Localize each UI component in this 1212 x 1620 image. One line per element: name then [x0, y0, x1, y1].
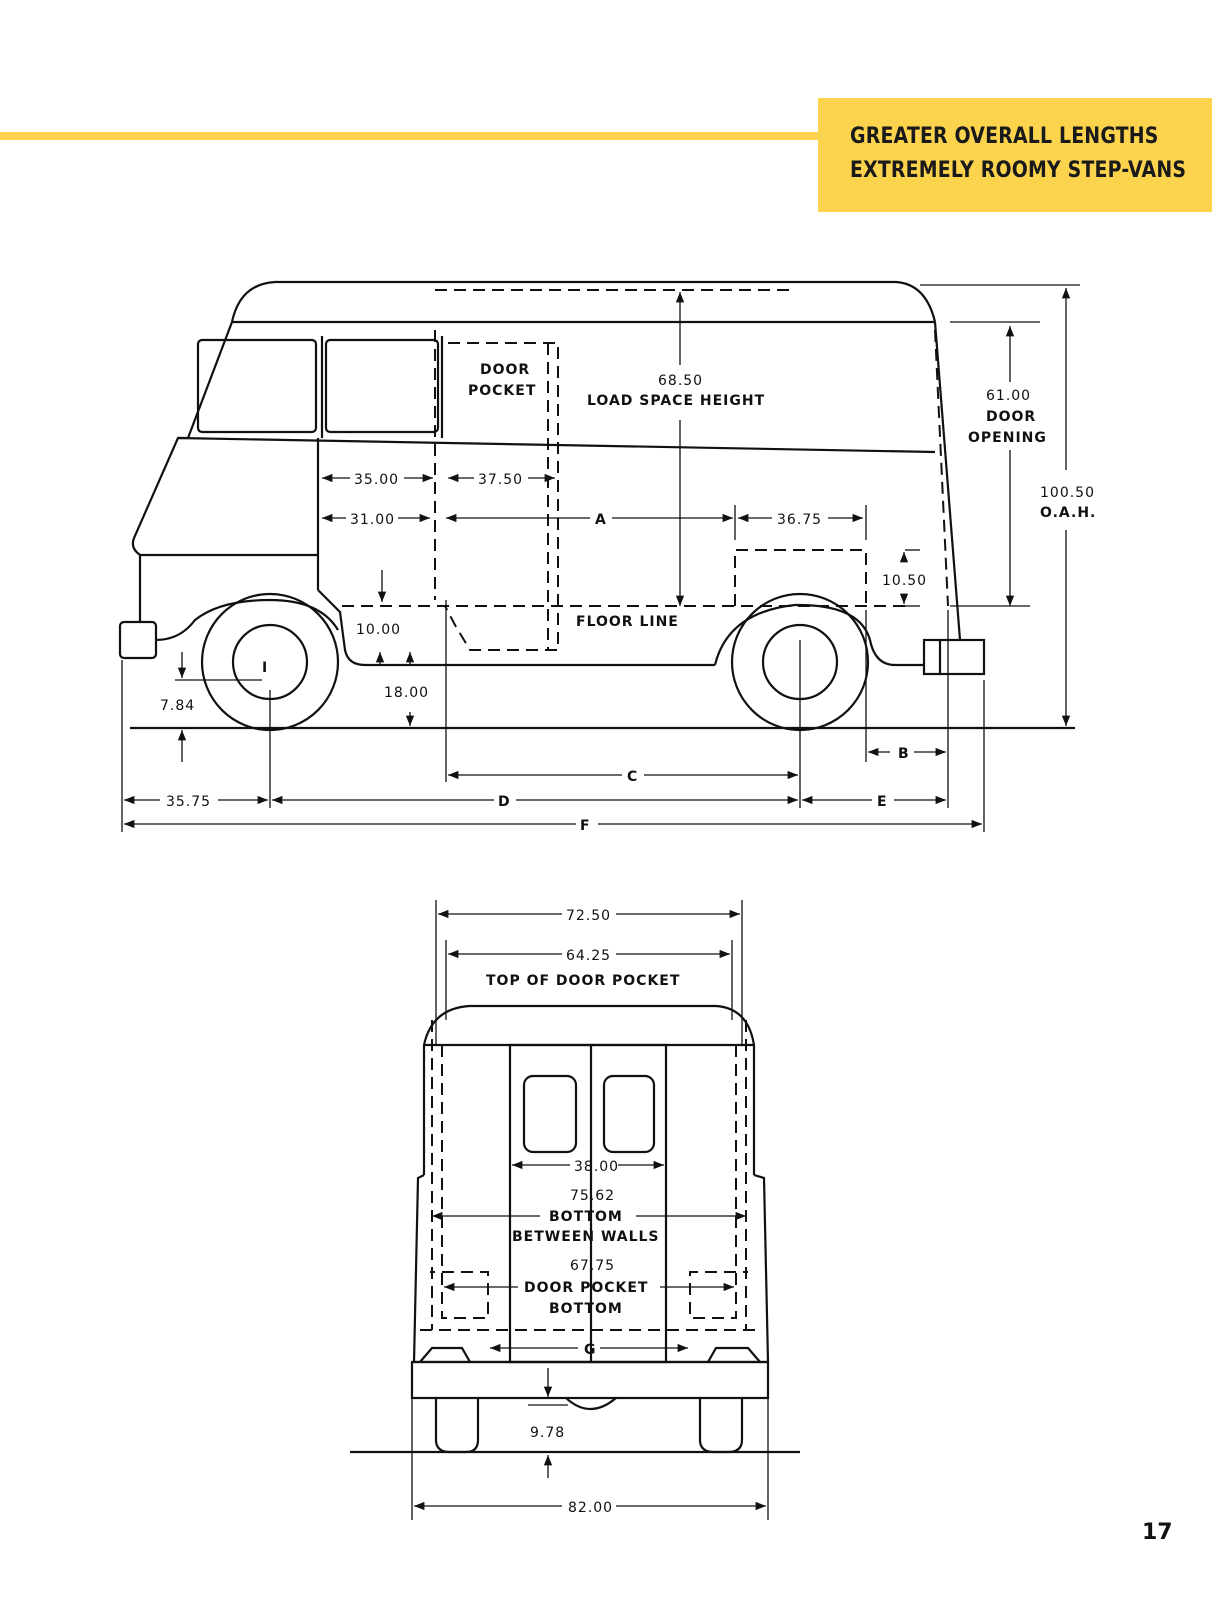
van-roof [232, 282, 935, 322]
dim-75-62: 75.62 [570, 1188, 616, 1204]
door-pocket-label-1: DOOR [480, 362, 531, 378]
floor-line-label: FLOOR LINE [576, 614, 679, 630]
side-view [120, 282, 1096, 834]
top-door-pocket-label: TOP OF DOOR POCKET [486, 973, 681, 989]
rear-window-right [604, 1076, 654, 1152]
dim-10-00: 10.00 [356, 622, 402, 638]
dim-label-b: B [898, 746, 910, 762]
dim-35-00: 35.00 [354, 472, 400, 488]
dim-35-75: 35.75 [166, 794, 212, 810]
dim-label-f: F [580, 818, 591, 834]
load-space-value: 68.50 [658, 373, 704, 389]
dim-72-50: 72.50 [566, 908, 612, 924]
rear-bumper [924, 640, 984, 674]
dim-31-00: 31.00 [350, 512, 396, 528]
dim-64-25: 64.25 [566, 948, 612, 964]
dim-label-c: C [627, 769, 639, 785]
door-opening-label-1: DOOR [986, 409, 1037, 425]
door-pocket-bottom-label-1: DOOR POCKET [524, 1280, 649, 1296]
rear-tire-left [436, 1398, 478, 1452]
van-rear [935, 322, 960, 640]
dim-label-g: G [584, 1342, 597, 1358]
door-pocket-bottom-label-2: BOTTOM [549, 1301, 623, 1317]
windshield [198, 340, 316, 432]
door-opening-label-2: OPENING [968, 430, 1047, 446]
svg-text:I: I [262, 660, 269, 676]
dim-67-75: 67.75 [570, 1258, 616, 1274]
front-hub [233, 625, 307, 699]
rear-bumper-view [412, 1362, 768, 1398]
van-hood [133, 438, 318, 555]
door-opening-value: 61.00 [986, 388, 1032, 404]
dim-label-d: D [498, 794, 511, 810]
page-number: 17 [1142, 1520, 1173, 1545]
bottom-between-label-1: BOTTOM [549, 1209, 623, 1225]
dim-label-a: A [595, 512, 607, 528]
front-bumper [120, 622, 156, 658]
header-line-1: GREATER OVERALL LENGTHS [850, 124, 1159, 149]
between-walls-label: BETWEEN WALLS [512, 1229, 660, 1245]
dim-82-00: 82.00 [568, 1500, 614, 1516]
dim-36-75: 36.75 [777, 512, 823, 528]
dim-18-00: 18.00 [384, 685, 430, 701]
dim-38-00: 38.00 [574, 1159, 620, 1175]
dim-37-50: 37.50 [478, 472, 524, 488]
rear-tire-right [700, 1398, 742, 1452]
dim-label-e: E [877, 794, 888, 810]
header-line-2: EXTREMELY ROOMY STEP-VANS [850, 158, 1187, 183]
dim-10-50: 10.50 [882, 573, 928, 589]
oah-value: 100.50 [1040, 485, 1095, 501]
dim-7-84: 7.84 [160, 698, 196, 714]
rear-window-left [524, 1076, 576, 1152]
oah-label: O.A.H. [1040, 505, 1097, 521]
rear-roof [424, 1006, 754, 1045]
side-window [326, 340, 438, 432]
belt-line [178, 438, 935, 452]
door-pocket-label-2: POCKET [468, 383, 537, 399]
load-space-label: LOAD SPACE HEIGHT [587, 393, 766, 409]
rear-view [350, 900, 800, 1520]
dim-9-78: 9.78 [530, 1425, 566, 1441]
